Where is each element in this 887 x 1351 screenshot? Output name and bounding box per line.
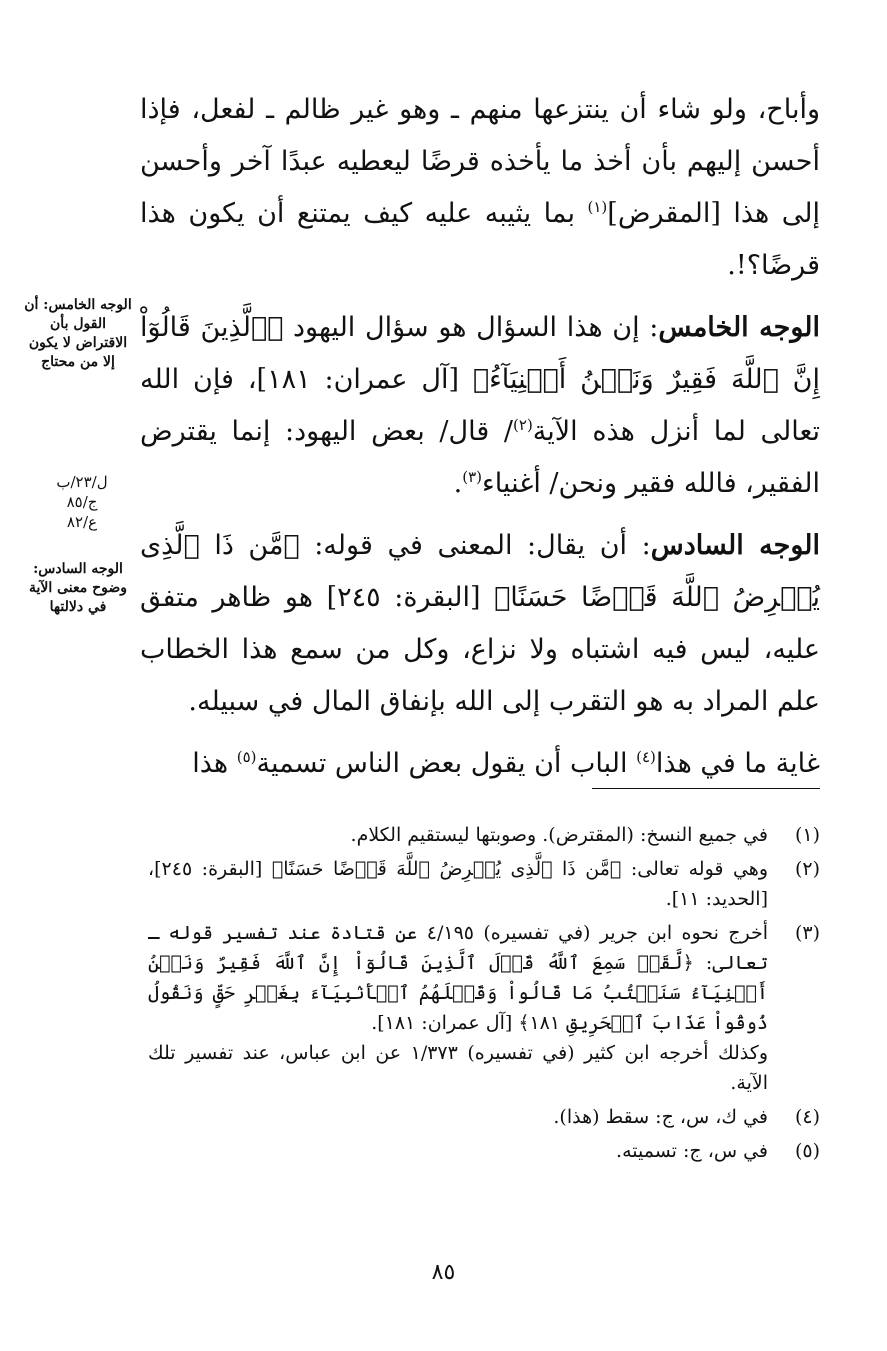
paragraph-4-text-cont: الباب أن يقول بعض الناس تسمية bbox=[256, 748, 637, 779]
page-number: ٨٥ bbox=[431, 1260, 456, 1285]
footnote-2 bbox=[148, 854, 820, 914]
footnote-ref-4[interactable]: (٤) bbox=[636, 748, 656, 766]
paragraph-4-end: هذا bbox=[192, 748, 237, 779]
main-text bbox=[140, 84, 820, 800]
paragraph-1 bbox=[140, 84, 820, 292]
footnote-line: وكذلك أخرجه ابن كثير (في تفسيره) ١/٣٧٣ عن ابن عباس، عند تفسير تلك الآية. bbox=[148, 1042, 768, 1094]
footnote-line: في س، ج: تسميته. bbox=[616, 1140, 768, 1162]
footnote-text bbox=[148, 1102, 768, 1132]
paragraph-4-text: غاية ما في هذا bbox=[655, 748, 820, 779]
section-heading-sixth: الوجه السادس bbox=[650, 530, 820, 561]
footnote-line: أخرج نحوه ابن جرير (في تفسيره) ٤/١٩٥ عن قتادة عند تفسير قوله ـ تعالى: ﴿لَّقَدۡ سَمِعَ ٱللَّهُ قَوۡلَ ٱلَّذِينَ قَالُوٓاْ إِنَّ ٱللَّهَ فَقِيرٌ وَنَحۡنُ أَغۡنِيَآءُ سَنَكۡتُبُ مَا قَالُواْ وَقَتۡلَهُمُ ٱلۡأَنۢبِيَآءَ بِغَيۡرِ حَقٍّ وَنَقُولُ ذُوقُواْ عَذَابَ ٱلۡحَرِيقِ ١٨١﴾ [آل عمران: ١٨١]. bbox=[148, 922, 768, 1034]
footnote-number: (١) bbox=[794, 824, 820, 846]
footnote-separator bbox=[592, 788, 820, 789]
paragraph-3 bbox=[140, 520, 820, 728]
paragraph-2 bbox=[140, 302, 820, 510]
footnote-line: وهي قوله تعالى: ﴿مَّن ذَا ٱلَّذِى يُقۡرِضُ ٱللَّهَ قَرۡضًا حَسَنًا﴾ [البقرة: ٢٤٥]، [الحديد: ١١]. bbox=[148, 858, 768, 910]
footnote-number: (٣) bbox=[794, 922, 820, 944]
footnote-line: في جميع النسخ: (المقترض). وصوبتها ليستقيم الكلام. bbox=[350, 824, 768, 846]
margin-note-sixth: الوجه السادس: وضوح معنى الآية في دلالتها bbox=[28, 561, 128, 615]
paragraph-3-text: : أن يقال: المعنى في قوله: ﴿مَّن ذَا ٱلَّذِى يُقۡرِضُ ٱللَّهَ قَرۡضًا حَسَنًا﴾ [البقرة: ٢٤٥] هو ظاهر متفق عليه، ليس فيه اشتباه ولا نزاع، وكل من سمع هذا الخطاب علم المراد به هو التقرب إلى الله بإنفاق المال في سبيله. bbox=[140, 530, 820, 717]
paragraph-1-text: وأباح، ولو شاء أن ينتزعها منهم ـ وهو غير ظالم ـ لفعل، فإذا أحسن إليهم بأن أخذ ما يأخذه قرضًا ليعطيه عبدًا آخر وأحسن إلى هذا [المقرض] bbox=[140, 94, 820, 229]
folio-marker-j: ج/٨٥ bbox=[66, 493, 98, 511]
footnote-text bbox=[148, 1136, 768, 1166]
section-heading-fifth: الوجه الخامس bbox=[658, 312, 820, 343]
footnotes bbox=[148, 820, 820, 1170]
footnote-ref-2[interactable]: (٢) bbox=[513, 416, 533, 434]
paragraph-2-end: . bbox=[453, 468, 463, 499]
footnote-text bbox=[148, 918, 768, 1098]
footnote-text bbox=[148, 854, 768, 914]
footnote-number: (٢) bbox=[794, 858, 820, 880]
footnote-number: (٤) bbox=[794, 1106, 820, 1128]
margin-note-fifth: الوجه الخامس: أن القول بأن الاقتراض لا يكون إلا من محتاج bbox=[24, 297, 132, 370]
footnote-text bbox=[148, 820, 768, 850]
footnote-3 bbox=[148, 918, 820, 1098]
footnote-1 bbox=[148, 820, 820, 850]
folio-marker-l: ل/٢٣/ب bbox=[56, 473, 108, 491]
footnote-ref-1[interactable]: (١) bbox=[587, 198, 608, 216]
folio-marker-ain: ع/٨٢ bbox=[66, 513, 98, 531]
paragraph-4 bbox=[140, 738, 820, 790]
paragraph-2-text: : إن هذا السؤال هو سؤال اليهود ﴿ٱلَّذِينَ قَالُوٓاْ إِنَّ ٱللَّهَ فَقِيرٌ وَنَحۡنُ أَغۡنِيَآءُ﴾ [آل عمران: ١٨١]، فإن الله تعالى لما أنزل هذه الآية bbox=[140, 312, 821, 447]
footnote-ref-3[interactable]: (٣) bbox=[462, 468, 482, 486]
footnote-4 bbox=[148, 1102, 820, 1132]
footnote-ref-5[interactable]: (٥) bbox=[236, 748, 257, 766]
footnote-number: (٥) bbox=[794, 1140, 820, 1162]
paragraph-2-text-cont: / قال/ بعض اليهود: إنما يقترض الفقير، فالله فقير ونحن/ أغنياء bbox=[140, 416, 820, 499]
paragraph-1-text-rest: بما يثيبه عليه كيف يمتنع أن يكون هذا قرضًا؟!. bbox=[140, 198, 820, 281]
footnote-line: في ك، س، ج: سقط (هذا). bbox=[553, 1106, 768, 1128]
footnote-5 bbox=[148, 1136, 820, 1166]
